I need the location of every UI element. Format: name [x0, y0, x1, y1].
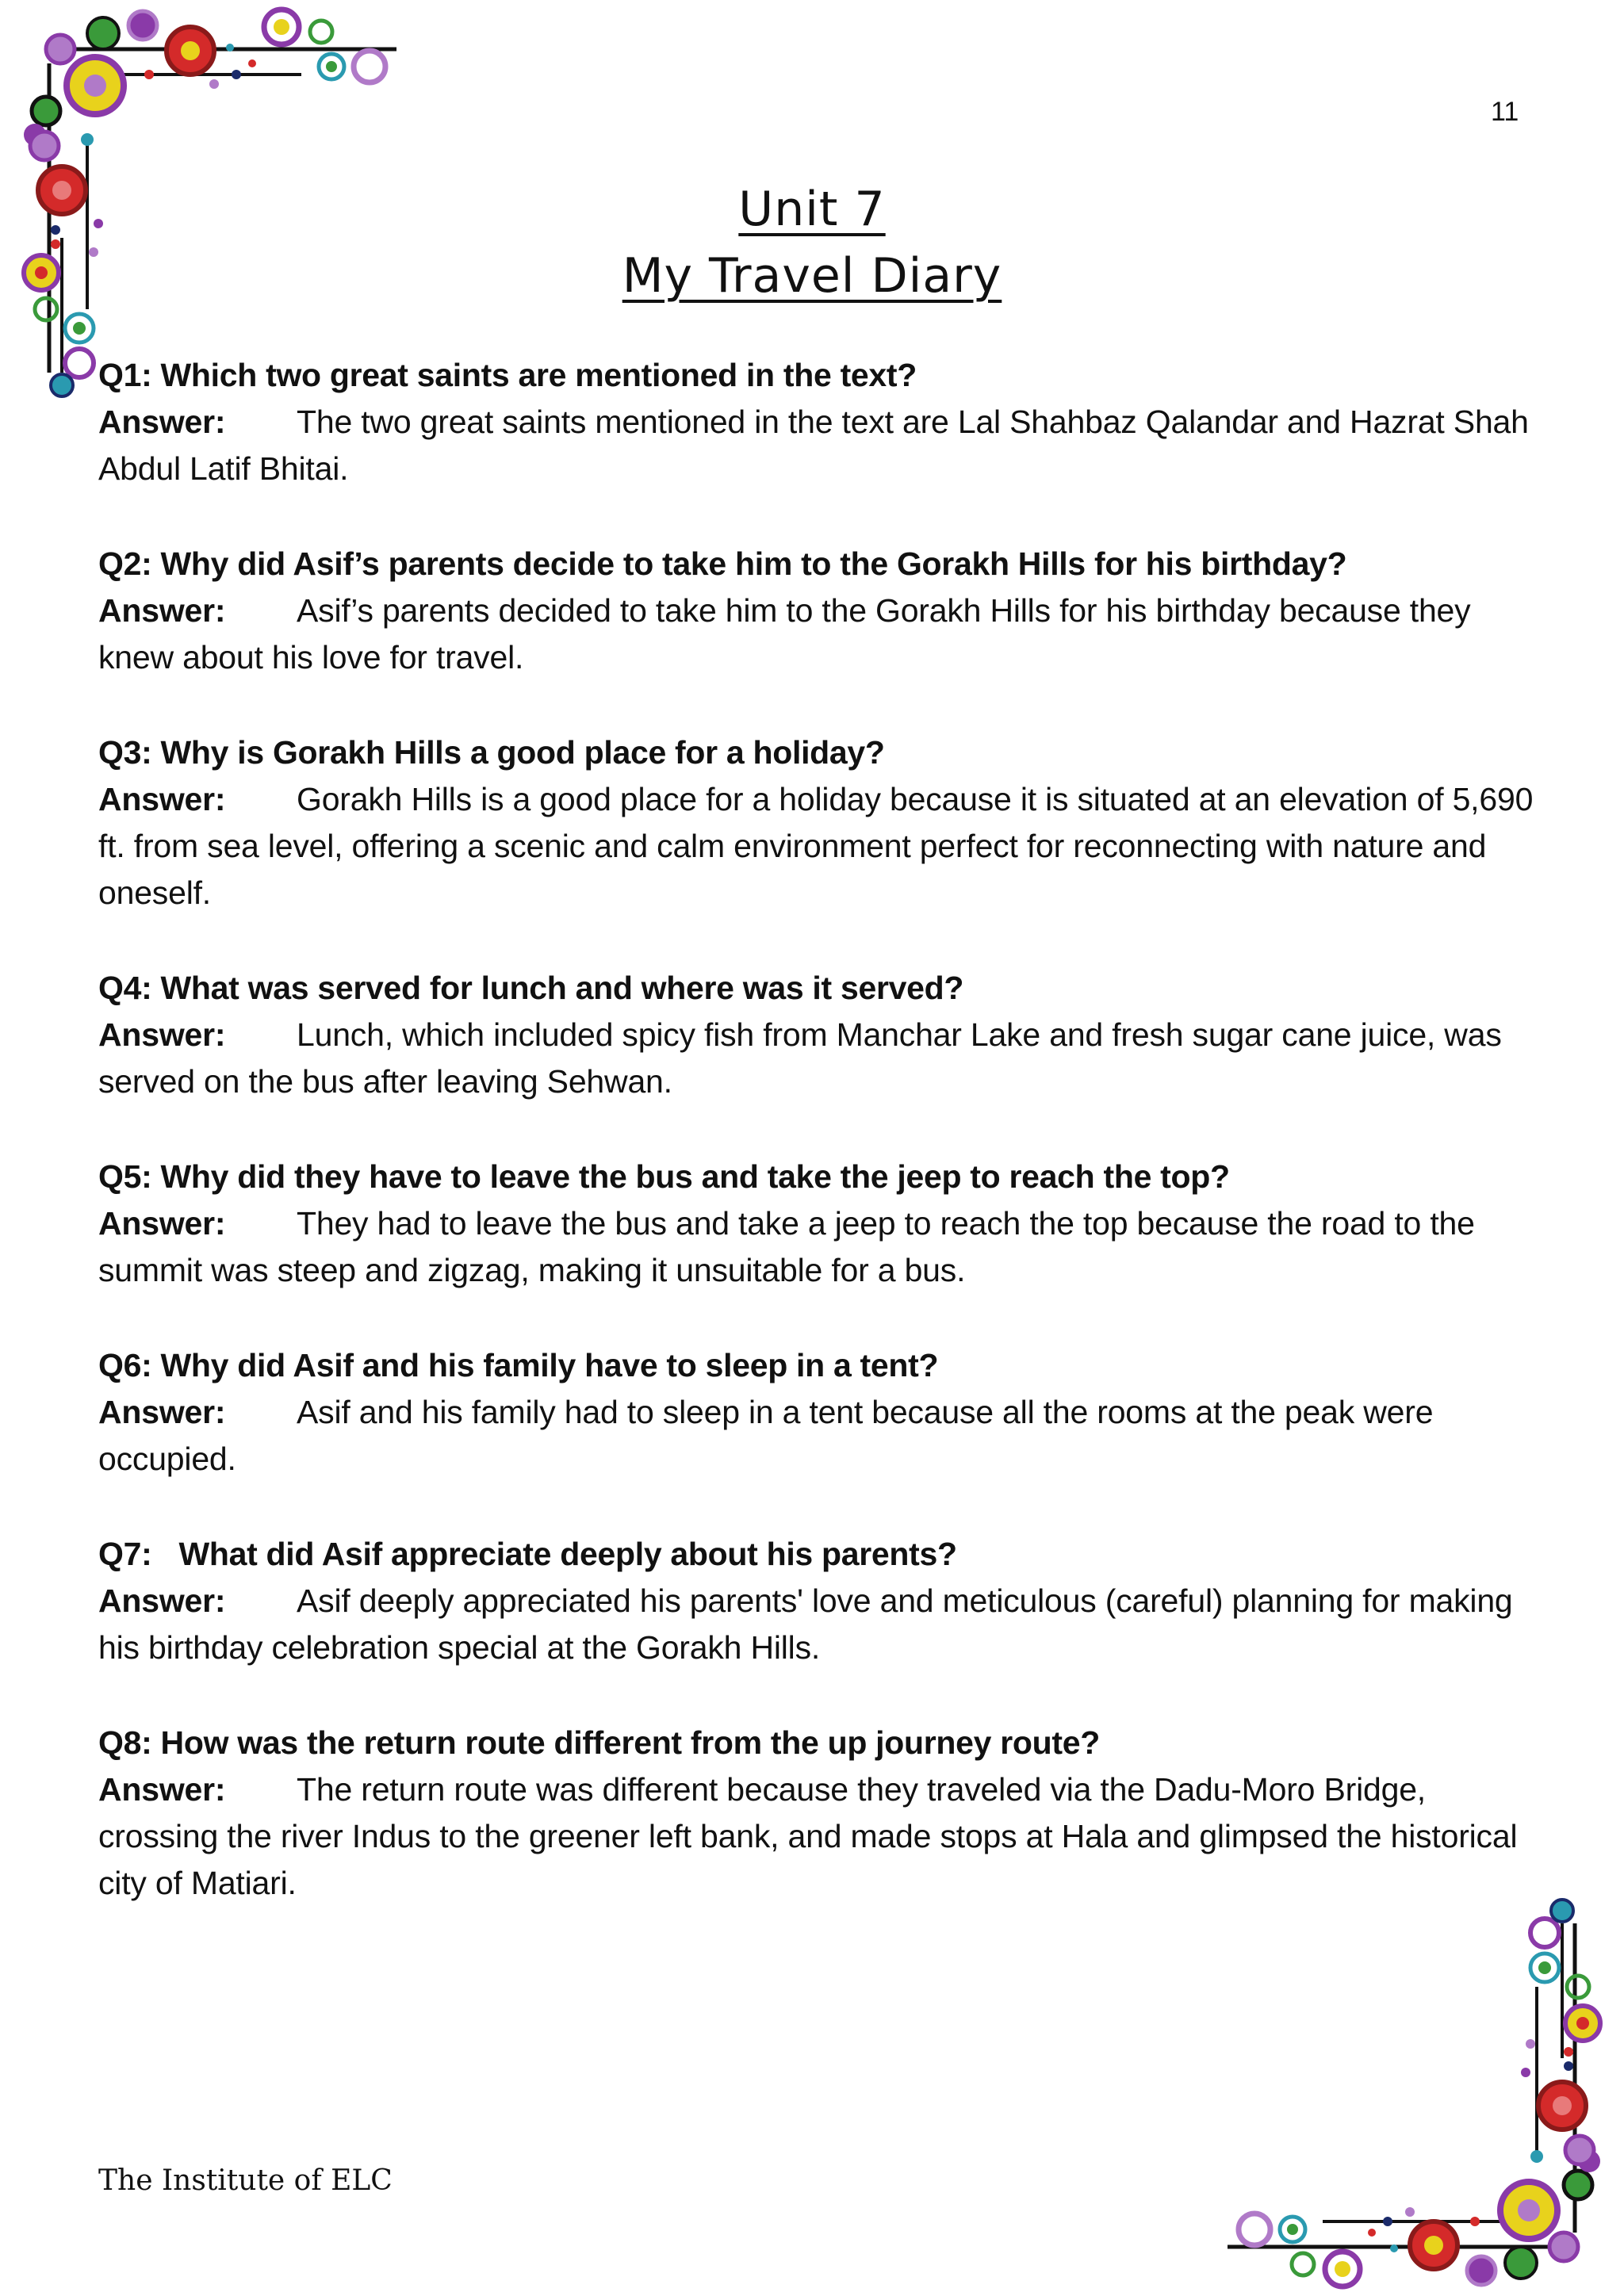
question-heading [98, 1530, 1549, 1578]
question-heading: Q1: Which two great saints are mentioned in the text? [98, 357, 917, 393]
answer-label: Answer: [98, 1582, 226, 1619]
unit-subtitle: My Travel Diary [622, 248, 1002, 304]
question-answer-list [98, 351, 1549, 1954]
question-heading: Q4: What was served for lunch and where was it served? [98, 970, 964, 1006]
answer-text: Asif deeply appreciated his parents' love and meticulous (careful) planning for making his birthday celebration special at the Gorakh Hills. [98, 1582, 1513, 1666]
answer-paragraph [98, 1766, 1549, 1907]
question-heading: Q3: Why is Gorakh Hills a good place for a holiday? [98, 734, 885, 771]
answer-text: They had to leave the bus and take a jeep to reach the top because the road to the summit was steep and zigzag, making it unsuitable for a bus. [98, 1205, 1475, 1288]
answer-label: Answer: [98, 1394, 226, 1430]
answer-label: Answer: [98, 592, 226, 629]
question-heading: Q8: How was the return route different from the up journey route? [98, 1724, 1100, 1761]
answer-label: Answer: [98, 1205, 226, 1242]
question-text: What did Asif appreciate deeply about his parents? [178, 1536, 957, 1572]
question-heading: Q6: Why did Asif and his family have to sleep in a tent? [98, 1347, 939, 1383]
answer-paragraph [98, 776, 1549, 916]
qa-item [98, 1530, 1549, 1671]
answer-text: Asif’s parents decided to take him to the Gorakh Hills for his birthday because they knew about his love for travel. [98, 592, 1471, 675]
answer-text: The two great saints mentioned in the text are Lal Shahbaz Qalandar and Hazrat Shah Abdul Latif Bhitai. [98, 404, 1529, 487]
qa-item [98, 1719, 1549, 1907]
qa-item [98, 1341, 1549, 1483]
answer-paragraph [98, 1389, 1549, 1483]
answer-label: Answer: [98, 1016, 226, 1053]
question-heading: Q2: Why did Asif’s parents decide to take him to the Gorakh Hills for his birthday? [98, 545, 1347, 582]
answer-text: Lunch, which included spicy fish from Manchar Lake and fresh sugar cane juice, was served on the bus after leaving Sehwan. [98, 1016, 1502, 1100]
qa-item [98, 540, 1549, 681]
answer-paragraph [98, 1012, 1549, 1105]
answer-paragraph [98, 1578, 1549, 1671]
qa-item [98, 964, 1549, 1105]
answer-text: Gorakh Hills is a good place for a holiday because it is situated at an elevation of 5,690 ft. from sea level, offering a scenic and calm environment perfect for reconnecting with nature and oneself. [98, 781, 1534, 911]
answer-text: Asif and his family had to sleep in a tent because all the rooms at the peak were occupied. [98, 1394, 1434, 1477]
qa-item [98, 729, 1549, 916]
page-number: 11 [1491, 97, 1519, 127]
answer-label: Answer: [98, 1771, 226, 1808]
page-title [0, 176, 1624, 309]
answer-paragraph [98, 587, 1549, 681]
answer-paragraph [98, 1200, 1549, 1294]
footer-institute-name: The Institute of ELC [98, 2164, 393, 2197]
question-heading: Q5: Why did they have to leave the bus and take the jeep to reach the top? [98, 1158, 1230, 1195]
question-number: Q7: [98, 1536, 152, 1572]
answer-label: Answer: [98, 781, 226, 817]
answer-label: Answer: [98, 404, 226, 440]
qa-item [98, 1153, 1549, 1294]
answer-paragraph [98, 399, 1549, 492]
qa-item [98, 351, 1549, 492]
unit-title: Unit 7 [738, 182, 886, 237]
answer-text: The return route was different because they traveled via the Dadu-Moro Bridge, crossing the river Indus to the greener left bank, and made stops at Hala and glimpsed the historical city of Matiari. [98, 1771, 1518, 1901]
